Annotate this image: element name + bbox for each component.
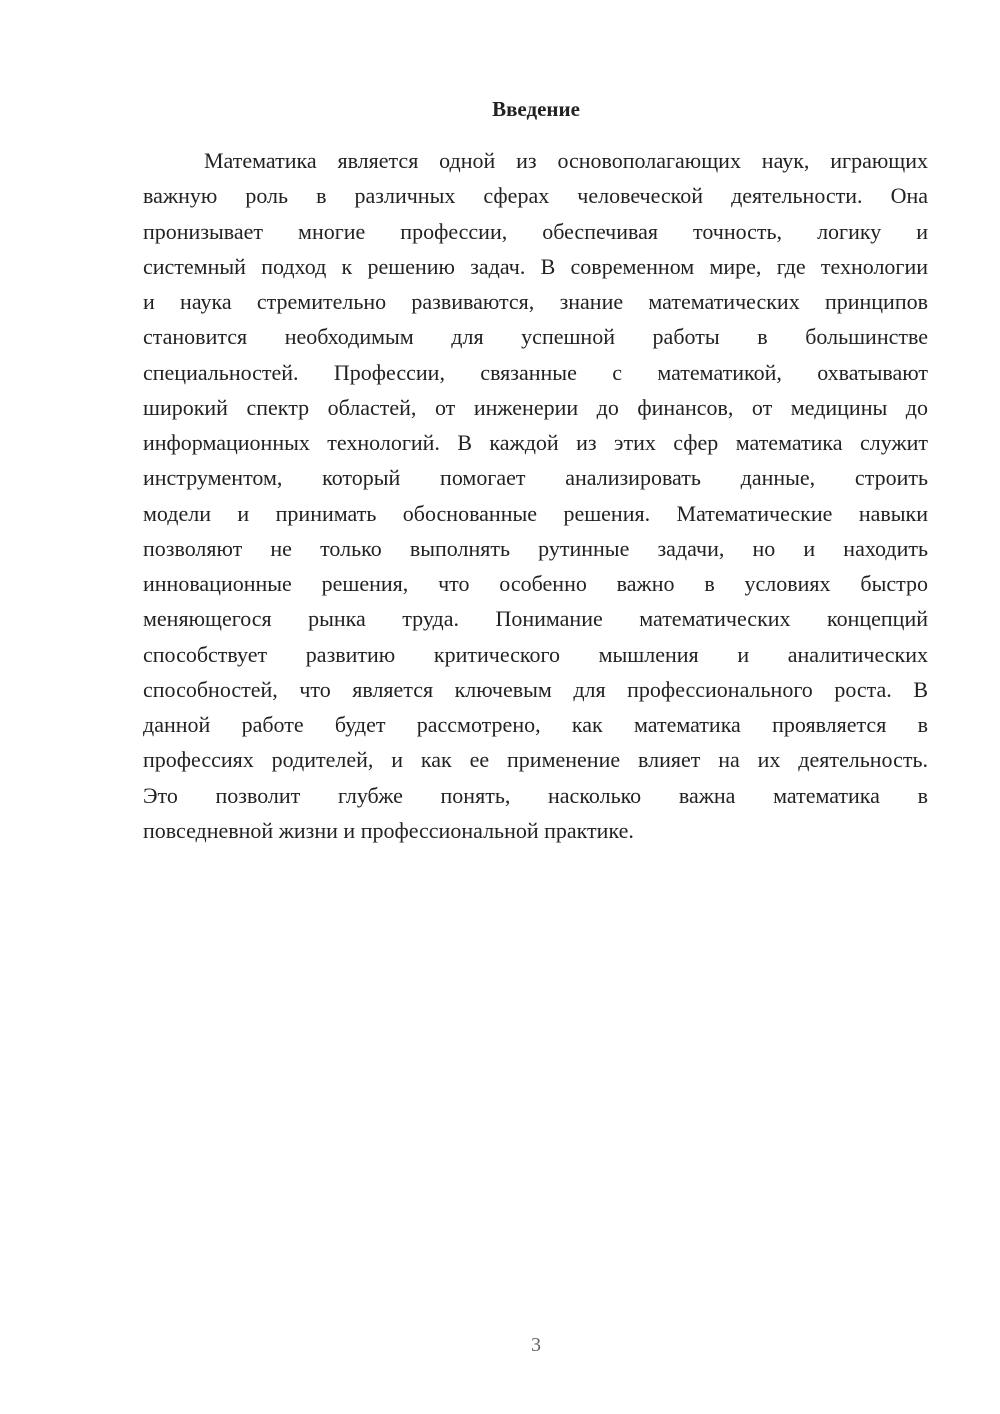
text-line: способностей, что является ключевым для профессионального роста. В (143, 676, 928, 702)
text-line: и наука стремительно развиваются, знание математических принципов (143, 289, 928, 314)
section-title: Введение (492, 97, 580, 121)
text-line: данной работе будет рассмотрено, как математика проявляется в (143, 712, 928, 737)
text-line: информационных технологий. В каждой из этих сфер математика служит (143, 430, 928, 455)
text-line: способствует развитию критического мышления и аналитических (143, 641, 928, 667)
text-line: инструментом, который помогает анализировать данные, строить (143, 465, 928, 491)
page-number: 3 (531, 1334, 541, 1356)
intro-paragraph (143, 143, 928, 848)
text-line: Это позволит глубже понять, насколько важна математика в (143, 782, 928, 808)
text-line: повседневной жизни и профессиональной практике. (143, 817, 634, 843)
text-line: становится необходимым для успешной работы в большинстве (143, 324, 928, 350)
text-line: меняющегося рынка труда. Понимание математических концепций (143, 606, 928, 632)
text-line: модели и принимать обоснованные решения. Математические навыки (143, 500, 928, 526)
text-line: профессиях родителей, и как ее применение влияет на их деятельность. (143, 747, 928, 773)
text-line: позволяют не только выполнять рутинные задачи, но и находить (143, 535, 928, 561)
text-line: важную роль в различных сферах человеческой деятельности. Она (143, 183, 928, 209)
text-line: широкий спектр областей, от инженерии до финансов, от медицины до (143, 394, 928, 420)
text-line: специальностей. Профессии, связанные с математикой, охватывают (143, 359, 928, 385)
text-line: Математика является одной из основополагающих наук, играющих (204, 148, 928, 173)
text-line: пронизывает многие профессии, обеспечивая точность, логику и (143, 218, 928, 244)
text-line: системный подход к решению задач. В современном мире, где технологии (143, 253, 928, 279)
text-line: инновационные решения, что особенно важно в условиях быстро (143, 571, 928, 596)
